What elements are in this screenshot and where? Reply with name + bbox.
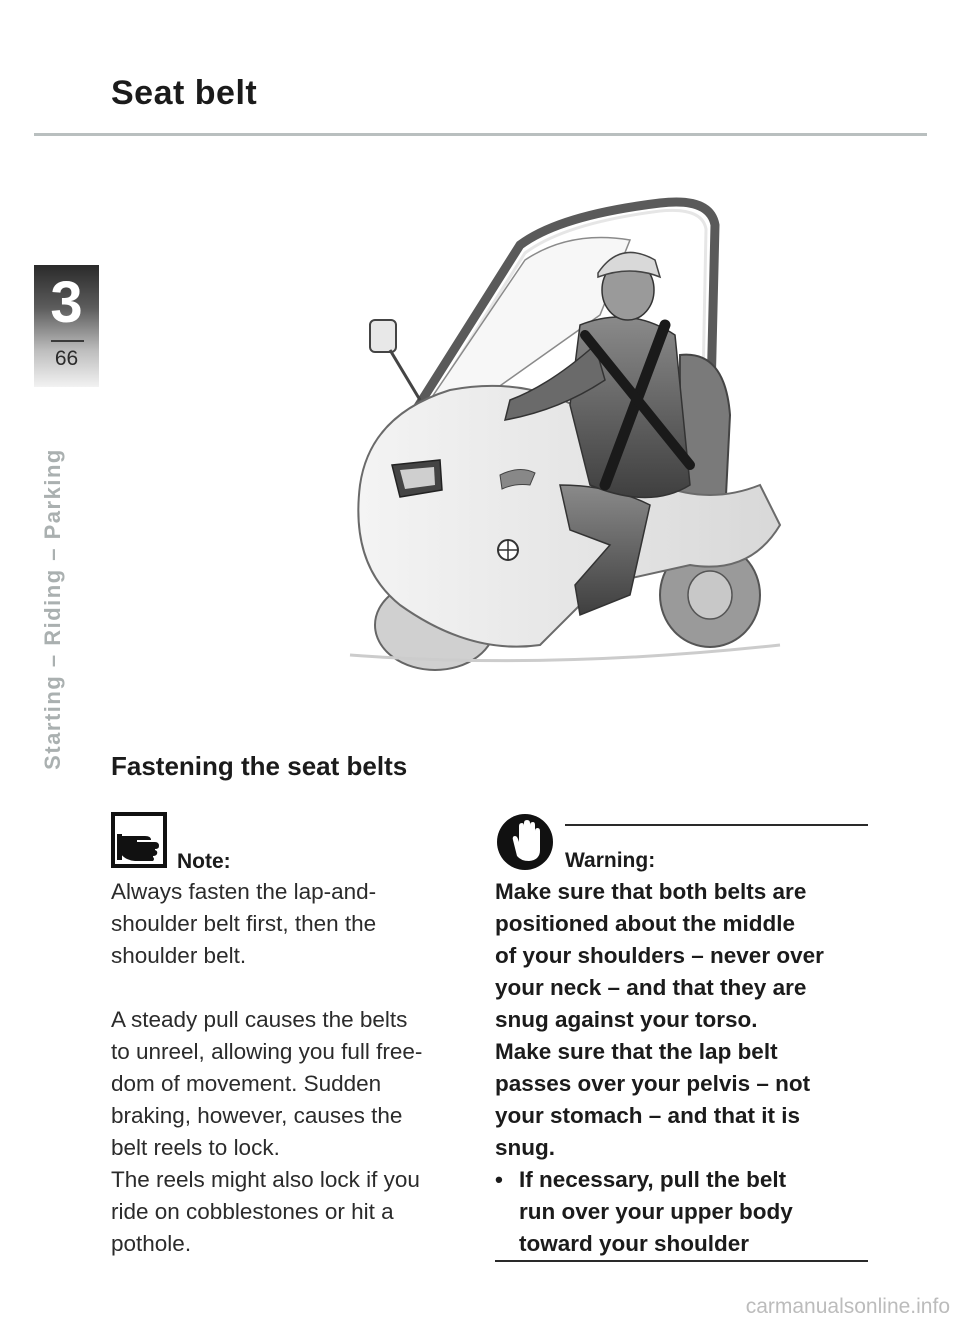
text-line: dom of movement. Sudden [111,1071,382,1096]
note-label: Note: [177,850,231,873]
text-line: shoulder belt. [111,943,247,968]
text-line: Always fasten the lap-and- [111,879,377,904]
text-line: your neck – and that they are [495,975,807,1000]
text-line: The reels might also lock if you [111,1167,420,1192]
warning-top-divider [565,824,868,826]
text-line: Make sure that the lap belt [495,1039,778,1064]
text-line: belt reels to lock. [111,1135,280,1160]
text-line: positioned about the middle [495,911,795,936]
note-hand-icon [111,812,167,868]
text-line: If necessary, pull the belt [519,1167,787,1192]
text-line: braking, however, causes the [111,1103,403,1128]
text-line: shoulder belt first, then the [111,911,377,936]
watermark: carmanualsonline.info [745,1295,950,1318]
section-heading: Fastening the seat belts [111,751,408,781]
warning-bullet-item [495,1164,870,1260]
text-line: passes over your pelvis – not [495,1071,811,1096]
title-divider [34,133,927,136]
chapter-divider [51,340,84,342]
chapter-number: 3 [50,270,83,335]
note-paragraph-2 [111,1004,481,1260]
chapter-side-label: Starting – Riding – Parking [40,448,65,770]
note-body [111,876,481,1260]
text-line: A steady pull causes the belts [111,1007,408,1032]
warning-body [495,876,870,1260]
text-line: toward your shoulder [519,1231,750,1256]
text-line: pothole. [111,1231,192,1256]
page-number: 66 [54,347,79,370]
warning-hand-icon [495,812,555,872]
bullet-text [519,1164,870,1260]
text-line: Make sure that both belts are [495,879,807,904]
text-line: ride on cobblestones or hit a [111,1199,394,1224]
warning-label: Warning: [565,849,656,872]
warning-section [495,812,870,1262]
bullet-marker: • [495,1167,503,1192]
text-line: snug. [495,1135,555,1160]
warning-bottom-divider [495,1260,868,1262]
text-line: run over your upper body [519,1199,793,1224]
page-title: Seat belt [111,74,258,112]
text-line: of your shoulders – never over [495,943,824,968]
warning-text [495,876,870,1164]
text-line: snug against your torso. [495,1007,758,1032]
scooter-seatbelt-illustration [330,185,800,675]
note-paragraph-1 [111,876,481,972]
text-line: to unreel, allowing you full free- [111,1039,423,1064]
text-line: your stomach – and that it is [495,1103,801,1128]
chapter-tab [34,265,99,387]
